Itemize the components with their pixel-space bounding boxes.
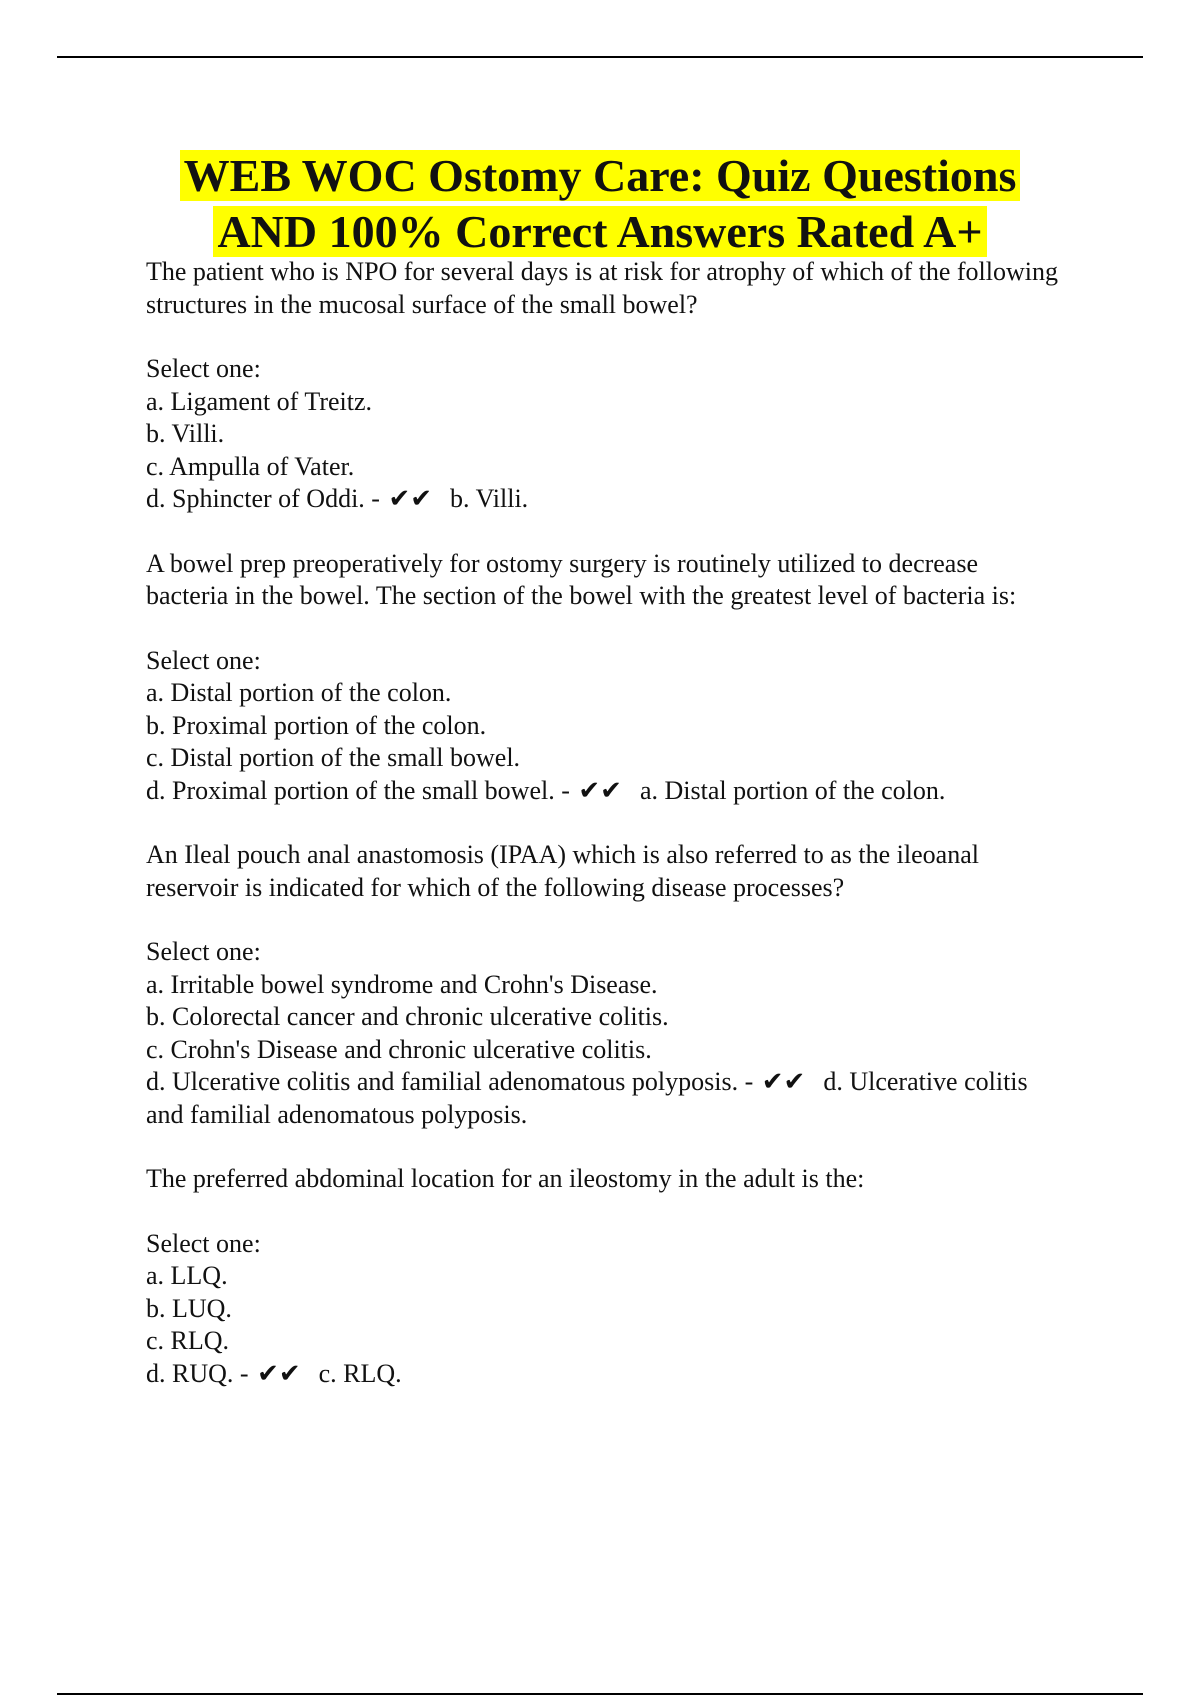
select-one-label: Select one: <box>146 645 261 675</box>
title-line-2: AND 100% Correct Answers Rated A+ <box>213 206 986 257</box>
option-c: c. RLQ. <box>146 1326 230 1355</box>
question-stem: A bowel prep preoperatively for ostomy surgery is routinely utilized to decrease bacteria in the bowel. The section of the bowel with the greatest level of bacteria is: <box>146 548 1017 610</box>
double-check-icon: ✔✔ <box>257 1358 301 1388</box>
option-c: c. Crohn's Disease and chronic ulcerative colitis. <box>146 1034 652 1064</box>
double-check-icon: ✔✔ <box>578 775 622 805</box>
option-d: d. Sphincter of Oddi. - <box>146 484 380 513</box>
question-stem: An Ileal pouch anal anastomosis (IPAA) which is also referred to as the ileoanal reservoir is indicated for which of the following disease processes? <box>146 840 979 902</box>
double-check-icon: ✔✔ <box>388 484 433 513</box>
option-c: c. Ampulla of Vater. <box>146 451 355 481</box>
option-a: a. Ligament of Treitz. <box>146 386 373 416</box>
option-d-with-answer <box>146 775 1066 808</box>
option-b: b. Villi. <box>146 419 225 448</box>
double-check-icon: ✔✔ <box>761 1067 806 1096</box>
option-d: d. RUQ. - <box>146 1358 249 1388</box>
title-line-1: WEB WOC Ostomy Care: Quiz Questions <box>180 150 1021 201</box>
bottom-rule <box>57 1693 1143 1695</box>
question-3 <box>146 839 1066 1131</box>
correct-answer: c. RLQ. <box>318 1358 402 1388</box>
quiz-content <box>146 256 1066 1422</box>
option-a: a. LLQ. <box>146 1261 228 1290</box>
question-stem: The patient who is NPO for several days is at risk for atrophy of which of the following structures in the mucosal surface of the small bowel? <box>146 257 1058 319</box>
option-b: b. LUQ. <box>146 1293 232 1323</box>
correct-answer: d. Ulcerative colitis and familial adenomatous polyposis. <box>146 1067 1028 1129</box>
select-one-label: Select one: <box>146 354 261 383</box>
question-4 <box>146 1163 1066 1390</box>
option-d: d. Ulcerative colitis and familial adenomatous polyposis. - <box>146 1067 754 1096</box>
question-2 <box>146 548 1066 808</box>
option-b: b. Colorectal cancer and chronic ulcerative colitis. <box>146 1002 669 1031</box>
top-rule <box>57 56 1143 58</box>
correct-answer: a. Distal portion of the colon. <box>639 775 946 805</box>
select-one-label: Select one: <box>146 1228 261 1258</box>
option-d-with-answer <box>146 1066 1066 1131</box>
option-a: a. Irritable bowel syndrome and Crohn's Disease. <box>146 969 658 999</box>
correct-answer: b. Villi. <box>450 484 529 513</box>
option-b: b. Proximal portion of the colon. <box>146 710 487 740</box>
option-d-with-answer <box>146 1358 1066 1391</box>
option-a: a. Distal portion of the colon. <box>146 678 452 707</box>
option-c: c. Distal portion of the small bowel. <box>146 743 521 772</box>
select-one-label: Select one: <box>146 937 261 966</box>
option-d-with-answer <box>146 483 1066 516</box>
page-title <box>0 148 1200 260</box>
question-1 <box>146 256 1066 516</box>
question-stem: The preferred abdominal location for an ileostomy in the adult is the: <box>146 1164 865 1193</box>
option-d: d. Proximal portion of the small bowel. - <box>146 775 570 805</box>
